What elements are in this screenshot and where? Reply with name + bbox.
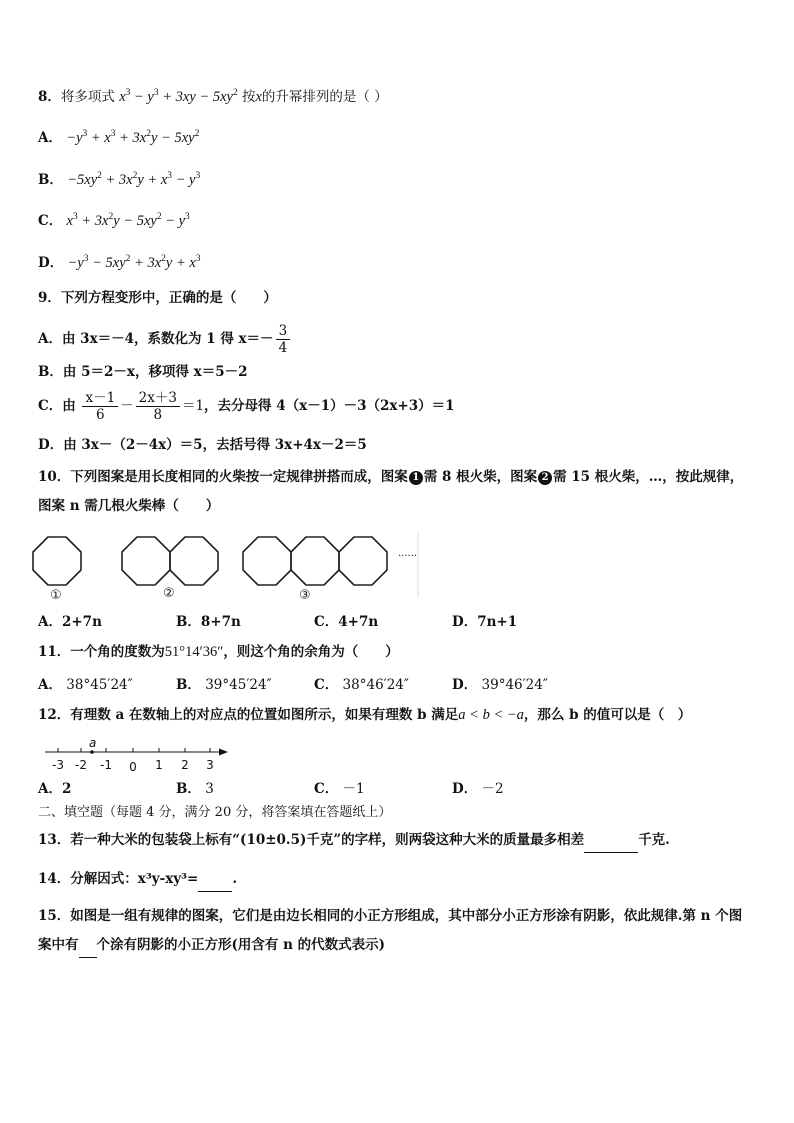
continuation-dots: ...... <box>398 548 418 559</box>
question-9-option-d[interactable]: D．由 3x－（2－4x）＝5，去括号得 3x+4x－2＝5 <box>38 437 367 453</box>
question-11-option-c[interactable]: C． 38°46′24″ <box>314 677 409 693</box>
question-12-stem: 12．有理数 a 在数轴上的对应点的位置如图所示，如果有理数 b 满足a < b < −a，那么 b 的值可以是（ ） <box>38 707 692 723</box>
question-9-option-b[interactable]: B．由 5＝2－x，移项得 x＝5－2 <box>38 364 248 380</box>
question-11-option-b[interactable]: B． 39°45′24″ <box>176 677 272 693</box>
answer-blank[interactable] <box>198 871 232 892</box>
circled-number-1: 1 <box>409 471 423 485</box>
question-12-option-b[interactable]: B． 3 <box>176 781 214 797</box>
question-8-option-a[interactable]: A． $-y^3 + x^3 + 3x^2y - 5xy^2$ <box>38 129 200 146</box>
fraction: $\frac{x-1}{6}$ <box>82 390 118 423</box>
question-10-stem-line2: 图案 n 需几根火柴棒（ ） <box>38 498 220 514</box>
question-15-line2: 案中有 个涂有阴影的小正方形(用含有 n 的代数式表示) <box>38 935 385 958</box>
question-11-option-a[interactable]: A． 38°45′24″ <box>38 677 133 693</box>
octagon <box>122 537 170 585</box>
octagon <box>291 537 339 585</box>
tick-label: -3 <box>52 758 64 772</box>
answer-blank[interactable] <box>79 937 97 958</box>
fraction: $\frac{3}{4}$ <box>276 323 291 356</box>
figure-label-2: ② <box>163 586 175 601</box>
question-9-option-a[interactable]: A．由 3x＝－4，系数化为 1 得 x＝－ $\frac{3}{4}$ <box>38 323 292 356</box>
question-11-stem: 11．一个角的度数为51°14′36″，则这个角的余角为（ ） <box>38 644 399 660</box>
tick-label: 1 <box>155 758 163 772</box>
tick-label: 2 <box>181 758 189 772</box>
question-8-stem: 8．将多项式 $x^3 - y^3 + 3xy - 5xy^2$ 按x的升幂排列的是（ ） <box>38 88 388 105</box>
question-10-option-b[interactable]: B．8+7n <box>176 614 241 630</box>
tick-label: 3 <box>206 758 214 772</box>
question-9-option-c[interactable]: C．由 $\frac{x-1}{6}$ － $\frac{2x+3}{8}$ ＝1，去分母得 4（x－1）－3（2x+3）＝1 <box>38 390 455 423</box>
polynomial-expression: $x^3 - y^3 + 3xy - 5xy^2$ <box>119 88 238 105</box>
circled-number-2: 2 <box>538 471 552 485</box>
question-8-option-b[interactable]: B． $-5xy^2 + 3x^2y + x^3 - y^3$ <box>38 171 201 188</box>
inequality-expression: a < b < −a <box>458 707 524 723</box>
question-10-option-c[interactable]: C．4+7n <box>314 614 379 630</box>
question-number: 8． <box>38 89 61 105</box>
octagon <box>33 537 81 585</box>
tick-label: 0 <box>129 760 137 774</box>
question-10-option-d[interactable]: D．7n+1 <box>452 614 518 630</box>
question-15-line1: 15．如图是一组有规律的图案，它们是由边长相同的小正方形组成，其中部分小正方形涂有阴影，依此规律.第 n 个图 <box>38 908 743 924</box>
point-a <box>90 750 94 754</box>
question-10-stem-line1: 10．下列图案是用长度相同的火柴按一定规律拼搭而成，图案 1 需 8 根火柴，图案 2 需 15 根火柴，…，按此规律， <box>38 469 744 485</box>
section-heading-fill-in: 二、填空题（每题 4 分，满分 20 分，将答案填在答题纸上） <box>38 805 392 820</box>
question-9-stem: 9．下列方程变形中，正确的是（ ） <box>38 290 277 306</box>
question-13: 13．若一种大米的包装袋上标有“(10±0.5)千克”的字样，则两袋这种大米的质量最多相差 千克. <box>38 830 670 853</box>
question-11-option-d[interactable]: D． 39°46′24″ <box>452 677 548 693</box>
octagon <box>243 537 291 585</box>
question-14: 14．分解因式：x³y-xy³= . <box>38 869 237 892</box>
figure-label-1: ① <box>50 588 62 602</box>
tick-label: -1 <box>100 758 112 772</box>
fraction: $\frac{2x+3}{8}$ <box>136 390 180 423</box>
octagon <box>170 537 218 585</box>
question-8-option-c[interactable]: C． $x^3 + 3x^2y - 5xy^2 - y^3$ <box>38 212 190 229</box>
question-10-option-a[interactable]: A．2+7n <box>38 614 102 630</box>
matchstick-octagon-figure <box>30 522 430 602</box>
octagon <box>339 537 387 585</box>
number-line <box>40 738 240 774</box>
answer-blank[interactable] <box>584 832 638 853</box>
question-12-option-a[interactable]: A．2 <box>38 781 72 797</box>
figure-label-3: ③ <box>299 588 311 602</box>
point-a-label: a <box>89 738 97 750</box>
question-12-option-c[interactable]: C． －1 <box>314 781 365 797</box>
tick-label: -2 <box>75 758 87 772</box>
question-12-option-d[interactable]: D． －2 <box>452 781 504 797</box>
question-8-option-d[interactable]: D． $-y^3 - 5xy^2 + 3x^2y + x^3$ <box>38 254 201 271</box>
